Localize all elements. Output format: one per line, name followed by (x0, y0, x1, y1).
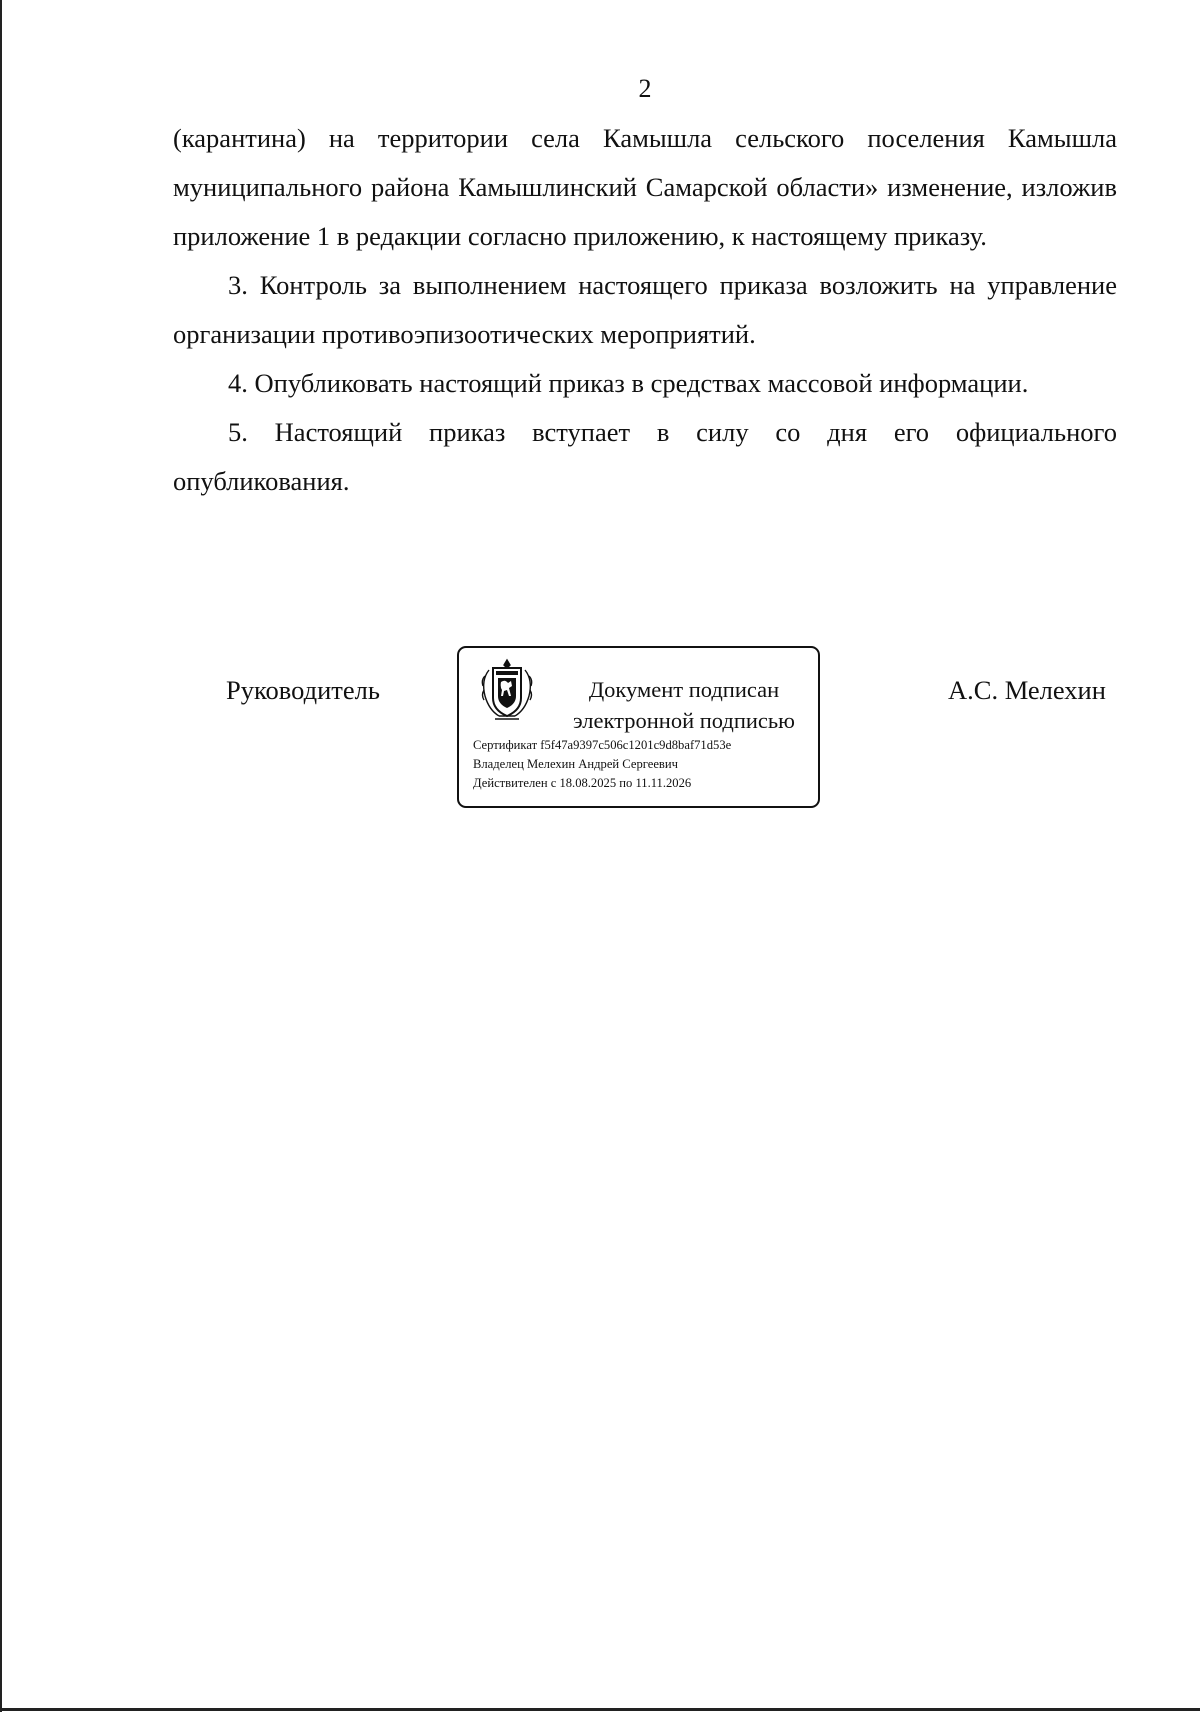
document-body (173, 114, 1117, 506)
stamp-heading-line2: электронной подписью (573, 708, 795, 733)
stamp-owner: Владелец Мелехин Андрей Сергеевич (473, 757, 678, 771)
scan-edge-left (0, 0, 2, 1712)
page-number: 2 (638, 74, 652, 103)
item-3-paragraph: 3. Контроль за выполнением настоящего приказа возложить на управление организации противоэпизоотических мероприятий. (173, 270, 1117, 349)
signer-title: Руководитель (226, 675, 380, 705)
stamp-heading-line1: Документ подписан (588, 677, 780, 702)
signer-name: А.С. Мелехин (948, 675, 1106, 705)
item-4-paragraph: 4. Опубликовать настоящий приказ в средствах массовой информации. (228, 368, 1029, 398)
item-5-paragraph: 5. Настоящий приказ вступает в силу со дня его официального опубликования. (173, 417, 1117, 496)
scan-edge-bottom (0, 1708, 1200, 1711)
paragraph-continuation: (карантина) на территории села Камышла сельского поселения Камышла муниципального района Камышлинский Самарской области» изменение, изложив приложение 1 в редакции согласно приложению, к настоящему приказу. (173, 123, 1117, 251)
coat-of-arms-icon (477, 656, 537, 724)
stamp-heading (559, 674, 809, 736)
stamp-validity: Действителен с 18.08.2025 по 11.11.2026 (473, 776, 692, 790)
stamp-certificate: Сертификат f5f47a9397c506c1201c9d8baf71d53e (473, 738, 732, 752)
electronic-signature-stamp (457, 646, 820, 808)
stamp-details (473, 736, 731, 793)
